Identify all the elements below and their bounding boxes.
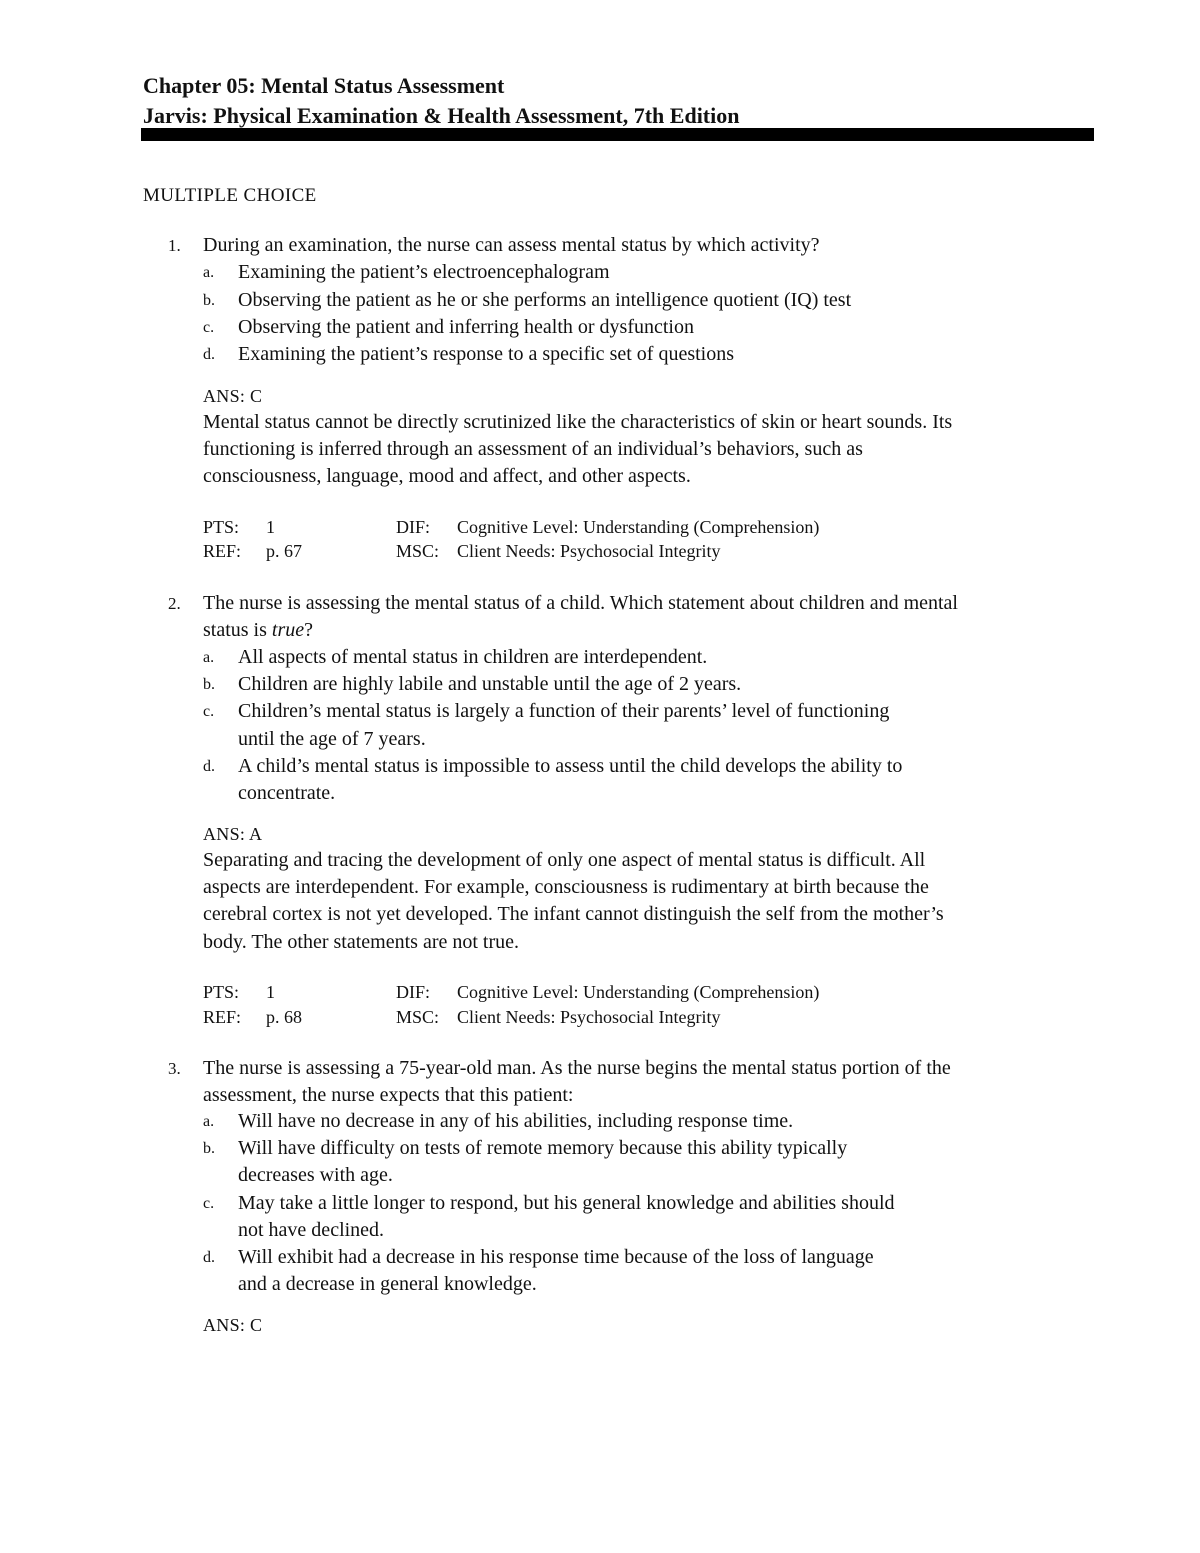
option-text: concentrate. — [238, 782, 336, 804]
option-letter: c. — [203, 1195, 215, 1212]
option-letter: c. — [203, 319, 215, 336]
option-text: All aspects of mental status in children are interdependent. — [238, 646, 708, 668]
rationale-line: Mental status cannot be directly scrutinized like the characteristics of skin or heart sounds. Its — [203, 411, 953, 433]
option-text: not have declined. — [238, 1219, 385, 1241]
answer-key: ANS: C — [203, 386, 263, 406]
pts-label: PTS: — [203, 982, 240, 1002]
pts-label: PTS: — [203, 517, 240, 537]
option-text: Observing the patient and inferring health or dysfunction — [238, 316, 694, 338]
option-text: Children’s mental status is largely a function of their parents’ level of functioning — [238, 700, 890, 722]
section-title: MULTIPLE CHOICE — [143, 185, 317, 206]
stem-end: ? — [304, 619, 314, 641]
rationale-line: Separating and tracing the development of only one aspect of mental status is difficult. All — [203, 849, 926, 871]
rationale-line: functioning is inferred through an assessment of an individual’s behaviors, such as — [203, 438, 863, 460]
msc-value: Client Needs: Psychosocial Integrity — [457, 1007, 721, 1027]
dif-label: DIF: — [396, 517, 431, 537]
question-stem: The nurse is assessing the mental status of a child. Which statement about children and mental — [203, 592, 958, 614]
option-text: and a decrease in general knowledge. — [238, 1273, 537, 1295]
msc-label: MSC: — [396, 1007, 440, 1027]
option-letter: b. — [203, 292, 215, 309]
ref-label: REF: — [203, 1007, 242, 1027]
option-text: May take a little longer to respond, but his general knowledge and abilities should — [238, 1192, 895, 1214]
rationale-line: aspects are interdependent. For example, consciousness is rudimentary at birth because the — [203, 876, 929, 898]
option-text: A child’s mental status is impossible to assess until the child develops the ability to — [238, 755, 903, 777]
msc-value: Client Needs: Psychosocial Integrity — [457, 541, 721, 561]
dif-label: DIF: — [396, 982, 431, 1002]
dif-value: Cognitive Level: Understanding (Comprehension) — [457, 517, 820, 537]
rationale-line: body. The other statements are not true. — [203, 931, 520, 953]
header-rule — [141, 128, 1094, 141]
option-letter: a. — [203, 649, 215, 666]
option-text: Will have difficulty on tests of remote memory because this ability typically — [238, 1137, 848, 1159]
option-text: Will have no decrease in any of his abilities, including response time. — [238, 1110, 794, 1132]
answer-key: ANS: A — [203, 824, 263, 844]
pts-value: 1 — [266, 982, 275, 1002]
option-letter: d. — [203, 758, 215, 775]
dif-value: Cognitive Level: Understanding (Comprehension) — [457, 982, 820, 1002]
answer-key: ANS: C — [203, 1315, 263, 1335]
question-stem: During an examination, the nurse can assess mental status by which activity? — [203, 234, 820, 256]
option-text: Examining the patient’s response to a specific set of questions — [238, 343, 734, 365]
ref-value: p. 68 — [266, 1007, 302, 1027]
question-number: 3. — [168, 1059, 181, 1078]
msc-label: MSC: — [396, 541, 440, 561]
stem-text: status is — [203, 619, 272, 641]
option-text: Observing the patient as he or she performs an intelligence quotient (IQ) test — [238, 289, 852, 311]
stem-emphasis: true — [271, 619, 305, 641]
option-letter: a. — [203, 264, 215, 281]
option-text: Will exhibit had a decrease in his response time because of the loss of language — [238, 1246, 874, 1268]
question-number: 2. — [168, 594, 181, 613]
book-title: Jarvis: Physical Examination & Health Assessment, 7th Edition — [143, 103, 740, 128]
option-letter: d. — [203, 346, 215, 363]
question-number: 1. — [168, 236, 181, 255]
question-stem: The nurse is assessing a 75-year-old man. As the nurse begins the mental status portion of the — [203, 1057, 951, 1079]
option-text: Examining the patient’s electroencephalogram — [238, 261, 610, 283]
pts-value: 1 — [266, 517, 275, 537]
option-letter: b. — [203, 676, 215, 693]
option-letter: c. — [203, 703, 215, 720]
chapter-title: Chapter 05: Mental Status Assessment — [143, 73, 505, 98]
option-text: Children are highly labile and unstable until the age of 2 years. — [238, 673, 742, 695]
ref-label: REF: — [203, 541, 242, 561]
option-letter: a. — [203, 1113, 215, 1130]
option-text: decreases with age. — [238, 1164, 393, 1186]
ref-value: p. 67 — [266, 541, 302, 561]
question-stem: assessment, the nurse expects that this patient: — [203, 1084, 574, 1106]
option-letter: d. — [203, 1249, 215, 1266]
option-letter: b. — [203, 1140, 215, 1157]
option-text: until the age of 7 years. — [238, 728, 426, 750]
question-stem-line-2 — [203, 617, 313, 644]
rationale-line: consciousness, language, mood and affect, and other aspects. — [203, 465, 691, 487]
rationale-line: cerebral cortex is not yet developed. The infant cannot distinguish the self from the mother’s — [203, 903, 944, 925]
